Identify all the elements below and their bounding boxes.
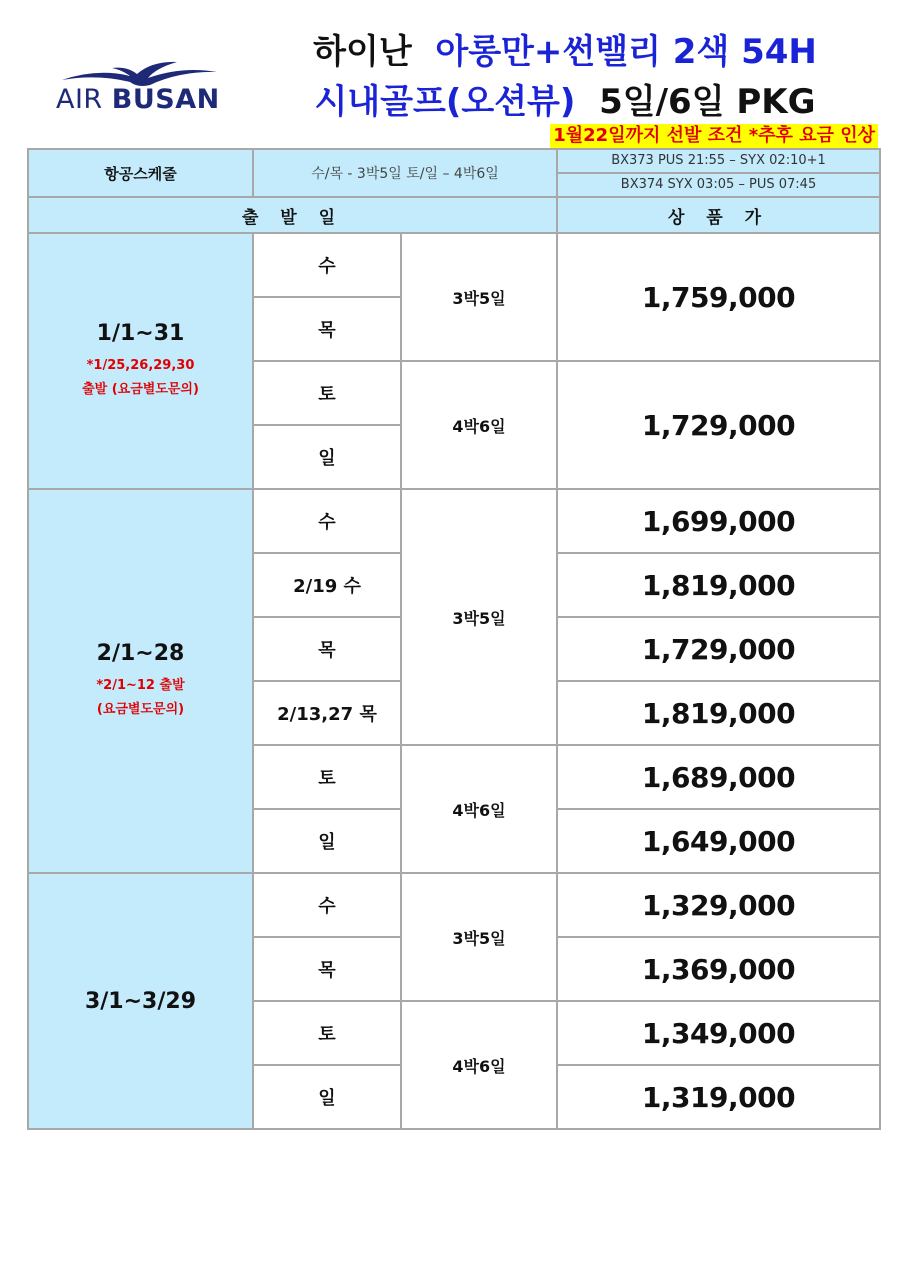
period-range: 3/1~3/29 — [84, 988, 197, 1014]
table-row — [28, 873, 880, 937]
price-cell: 1,759,000 — [557, 233, 880, 361]
day-cell: 목 — [253, 617, 401, 681]
title-destination: 아롱만+썬밸리 2색 54H — [435, 32, 817, 72]
day-cell: 일 — [253, 1065, 401, 1129]
price-cell: 1,729,000 — [557, 361, 880, 489]
flight-outbound: BX373 PUS 21:55 – SYX 02:10+1 — [558, 150, 879, 174]
price-cell: 1,699,000 — [557, 489, 880, 553]
day-cell: 토 — [253, 361, 401, 425]
departure-header: 출 발 일 — [28, 197, 557, 233]
air-busan-logo — [52, 58, 222, 118]
day-cell: 토 — [253, 745, 401, 809]
period-range: 2/1~28 — [96, 640, 185, 666]
flight-return: BX374 SYX 03:05 – PUS 07:45 — [620, 177, 817, 192]
price-header: 상 품 가 — [557, 197, 880, 233]
day-cell: 목 — [253, 297, 401, 361]
price-cell: 1,329,000 — [557, 873, 880, 937]
period-note-line: (요금별도문의) — [96, 701, 185, 717]
title-line-1 — [250, 24, 880, 73]
price-cell: 1,689,000 — [557, 745, 880, 809]
schedule-days: 수/목 - 3박5일 토/일 – 4박6일 — [253, 149, 557, 197]
period-note-line: *1/25,26,29,30 — [86, 357, 195, 373]
day-cell: 2/19 수 — [253, 553, 401, 617]
day-cell: 목 — [253, 937, 401, 1001]
title-prefix: 하이난 — [313, 32, 412, 72]
schedule-row — [28, 149, 880, 197]
day-cell: 수 — [253, 233, 401, 297]
price-table — [27, 148, 881, 1130]
price-cell: 1,819,000 — [557, 553, 880, 617]
price-cell: 1,649,000 — [557, 809, 880, 873]
nights-cell: 4박6일 — [401, 745, 557, 873]
period-note — [29, 354, 252, 402]
price-cell: 1,819,000 — [557, 681, 880, 745]
period-feb — [28, 489, 253, 873]
logo-air: AIR — [56, 84, 103, 115]
day-cell: 일 — [253, 809, 401, 873]
price-cell: 1,729,000 — [557, 617, 880, 681]
day-cell: 수 — [253, 873, 401, 937]
day-cell: 일 — [253, 425, 401, 489]
period-note-line: *2/1~12 출발 — [96, 677, 185, 693]
nights-cell: 3박5일 — [401, 489, 557, 745]
column-header-row — [28, 197, 880, 233]
table-row — [28, 489, 880, 553]
flight-info — [557, 149, 880, 197]
price-cell: 1,369,000 — [557, 937, 880, 1001]
title-line-2 — [250, 74, 880, 123]
title-golf: 시내골프(오션뷰) — [314, 82, 576, 122]
title-duration: 5일/6일 PKG — [599, 82, 816, 122]
day-cell: 토 — [253, 1001, 401, 1065]
price-cell: 1,319,000 — [557, 1065, 880, 1129]
period-range: 1/1~31 — [96, 320, 185, 346]
nights-cell: 3박5일 — [401, 233, 557, 361]
period-note-line: 출발 (요금별도문의) — [82, 381, 199, 397]
table-row — [28, 233, 880, 297]
logo-wordmark — [56, 84, 220, 115]
early-booking-notice: 1월22일까지 선발 조건 *추후 요금 인상 — [550, 124, 878, 148]
nights-cell: 3박5일 — [401, 873, 557, 1001]
price-cell: 1,349,000 — [557, 1001, 880, 1065]
schedule-label: 항공스케줄 — [28, 149, 253, 197]
period-note — [29, 674, 252, 722]
nights-cell: 4박6일 — [401, 361, 557, 489]
nights-cell: 4박6일 — [401, 1001, 557, 1129]
period-mar — [28, 873, 253, 1129]
day-cell: 2/13,27 목 — [253, 681, 401, 745]
logo-busan: BUSAN — [111, 84, 220, 115]
period-jan — [28, 233, 253, 489]
day-cell: 수 — [253, 489, 401, 553]
